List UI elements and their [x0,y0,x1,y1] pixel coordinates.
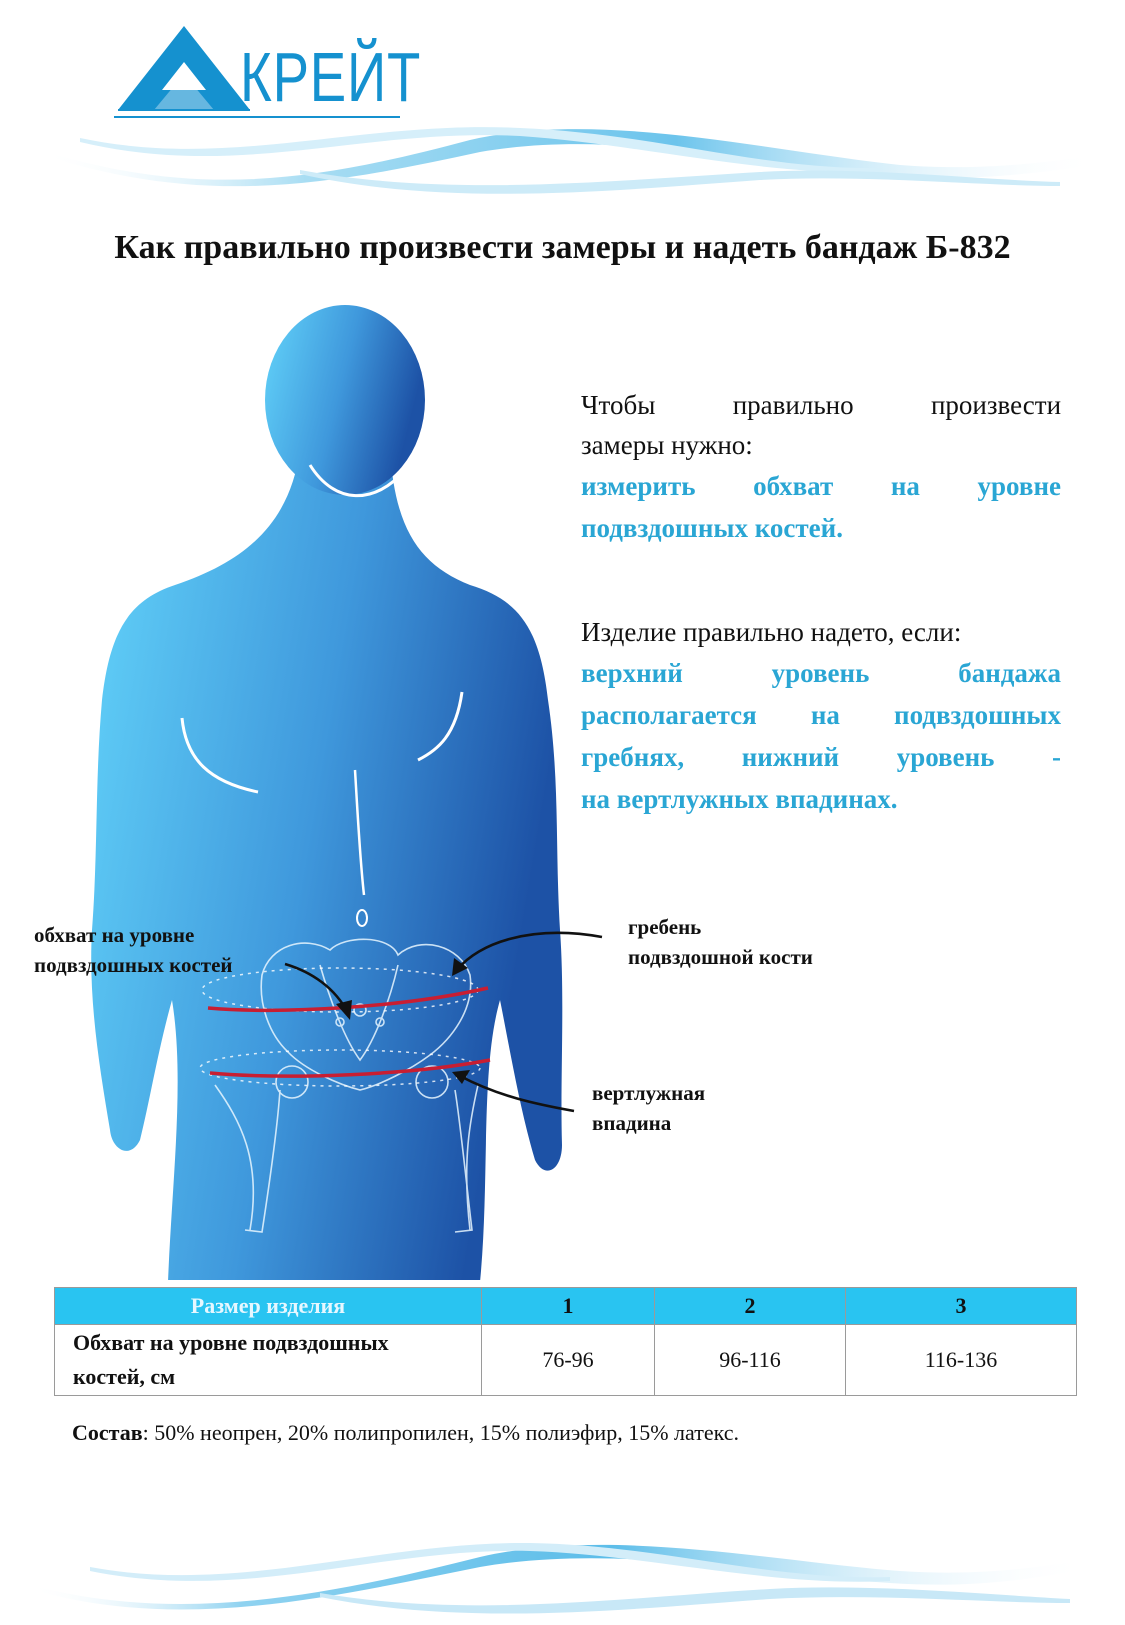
bottom-wave-decoration [0,1515,1125,1625]
triangle-logo-icon [114,22,254,114]
fit-line2: располагается на подвздошных [581,700,1062,730]
size-3-range: 116-136 [846,1325,1077,1396]
fit-instructions [581,612,1061,820]
head-silhouette [265,305,425,495]
callout-iliac-crest [628,912,813,972]
size-table-header [55,1288,1077,1325]
fit-line3: гребнях, нижний уровень - [581,742,1061,772]
callout-acetabulum-line2: впадина [592,1111,672,1135]
measure-instruction-line2: подвздошных костей. [581,513,843,543]
fit-line4: на вертлужных впадинах. [581,784,898,814]
size-header-3: 3 [846,1288,1077,1325]
size-header-1: 1 [482,1288,655,1325]
body-figure-illustration [0,300,620,1280]
page-title: Как правильно произвести замеры и надеть бандаж Б-832 [114,229,1011,266]
size-header-2: 2 [655,1288,846,1325]
table-row [55,1325,1077,1396]
callout-acetabulum-line1: вертлужная [592,1081,706,1105]
callout-iliac-crest-line2: подвздошной кости [628,945,813,969]
composition-label: Состав [72,1420,143,1445]
measure-instruction-line1: измерить обхват на уровне [581,471,1061,501]
logo-underline [114,116,400,118]
fit-line1: верхний уровень бандажа [581,658,1061,688]
size-2-range: 96-116 [655,1325,846,1396]
torso-silhouette [91,450,562,1280]
callout-iliac-crest-line1: гребень [628,915,702,939]
girth-row-label: Обхват на уровне подвздошных костей, см [55,1325,482,1396]
brand-name: КРЕЙТ [240,38,422,116]
callout-acetabulum [592,1078,705,1138]
measure-intro-line2: замеры нужно: [581,430,753,460]
size-table [54,1287,1077,1396]
callout-iliac-girth [34,920,233,980]
measure-instructions [581,385,1061,549]
callout-iliac-girth-line1: обхват на уровне [34,923,195,947]
size-header-label: Размер изделия [55,1288,482,1325]
composition-text: : 50% неопрен, 20% полипропилен, 15% полиэфир, 15% латекс. [142,1420,739,1445]
brand-logo [0,0,420,130]
fit-intro: Изделие правильно надето, если: [581,617,962,647]
size-1-range: 76-96 [482,1325,655,1396]
callout-iliac-girth-line2: подвздошных костей [34,953,233,977]
composition-line [72,1418,739,1448]
measure-intro-line1: Чтобы правильно произвести [581,390,1062,420]
